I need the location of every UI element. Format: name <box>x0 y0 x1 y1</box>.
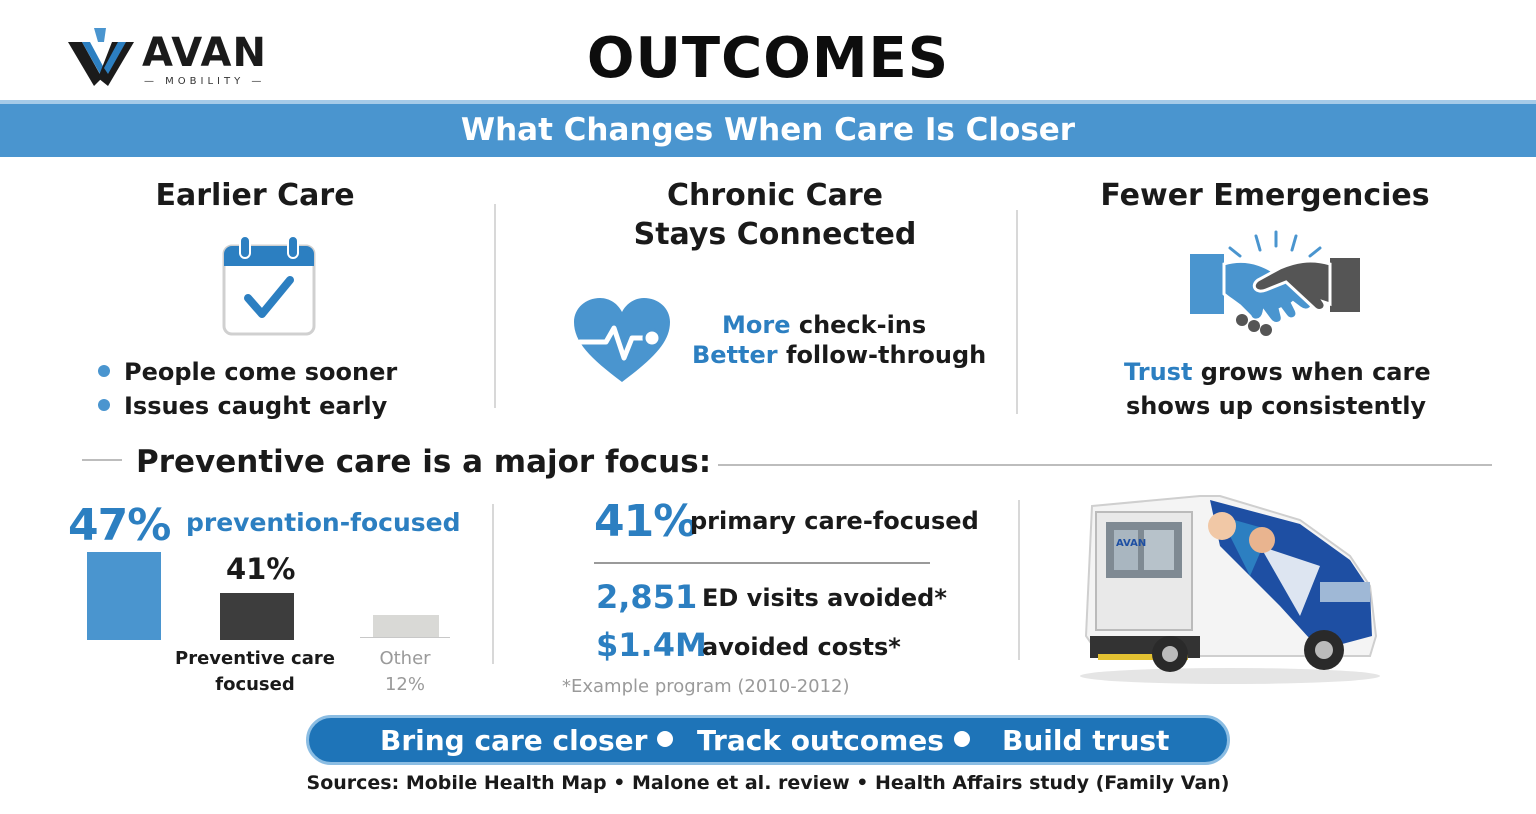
pill-item-build-trust: Build trust <box>1002 724 1170 757</box>
stats-footnote: *Example program (2010-2012) <box>562 676 850 697</box>
pill-dot <box>954 731 970 747</box>
heading-rule-left <box>82 459 122 461</box>
prevention-stat-value: 47% <box>68 500 171 551</box>
chronic-care-line-1: More check-ins <box>722 311 927 339</box>
ed-visits-value: 2,851 <box>596 578 698 616</box>
sources-line: Sources: Mobile Health Map • Malone et al. review • Health Affairs study (Family Van) <box>306 772 1230 794</box>
bar-baseline <box>360 637 450 638</box>
chronic-care-title-line2: Stays Connected <box>633 217 917 252</box>
column-divider <box>494 204 496 408</box>
mobile-clinic-van-image <box>1070 486 1390 686</box>
chronic-care-title <box>580 176 970 254</box>
handshake-icon <box>1190 228 1362 344</box>
bullet-dot <box>98 399 110 411</box>
brand-name: AVAN <box>142 30 267 76</box>
prevention-stat-label: prevention-focused <box>186 508 461 537</box>
avoided-costs-label: avoided costs* <box>702 633 901 661</box>
column-divider <box>492 504 494 664</box>
pill-item-track-outcomes: Track outcomes <box>697 724 970 757</box>
bar-other <box>373 615 439 637</box>
earlier-care-bullet-2: Issues caught early <box>98 392 387 420</box>
bar-preventive-value: 41% <box>226 552 296 586</box>
column-divider <box>1018 500 1020 660</box>
chronic-care-line-2: Better follow-through <box>692 341 987 369</box>
fewer-emergencies-line-2: shows up consistently <box>1126 392 1427 420</box>
heart-pulse-icon <box>572 298 672 384</box>
chronic-care-title-line1: Chronic Care <box>666 178 884 213</box>
brand-tagline: — MOBILITY — <box>144 76 266 87</box>
avoided-costs-value: $1.4M <box>596 626 707 664</box>
bar-preventive <box>220 593 294 640</box>
bar-prevention <box>87 552 161 640</box>
bar-other-label: Other 12% <box>379 648 431 695</box>
pill-dot <box>657 731 673 747</box>
bar-preventive-label: Preventive care focused <box>175 648 335 695</box>
bullet-dot <box>98 365 110 377</box>
column-divider <box>1016 210 1018 414</box>
fewer-emergencies-line-1: Trust grows when care <box>1124 358 1431 386</box>
heading-rule-right <box>718 464 1492 466</box>
fewer-emergencies-title: Fewer Emergencies <box>1100 178 1430 213</box>
primary-care-label: primary care-focused <box>690 507 979 535</box>
primary-care-value: 41% <box>594 496 697 547</box>
preventive-heading: Preventive care is a major focus: <box>136 444 712 480</box>
banner-text: What Changes When Care Is Closer <box>460 112 1076 148</box>
calendar-check-icon <box>222 236 316 336</box>
stats-divider <box>594 562 930 564</box>
earlier-care-bullet-1: People come sooner <box>98 358 397 386</box>
ed-visits-label: ED visits avoided* <box>702 584 947 612</box>
pill-item-bring-care-closer: Bring care closer <box>380 724 673 757</box>
page-title: OUTCOMES <box>586 26 950 91</box>
van-brand-text: AVAN <box>1116 538 1147 549</box>
earlier-care-title: Earlier Care <box>155 178 355 213</box>
subtitle-banner <box>0 100 1536 157</box>
